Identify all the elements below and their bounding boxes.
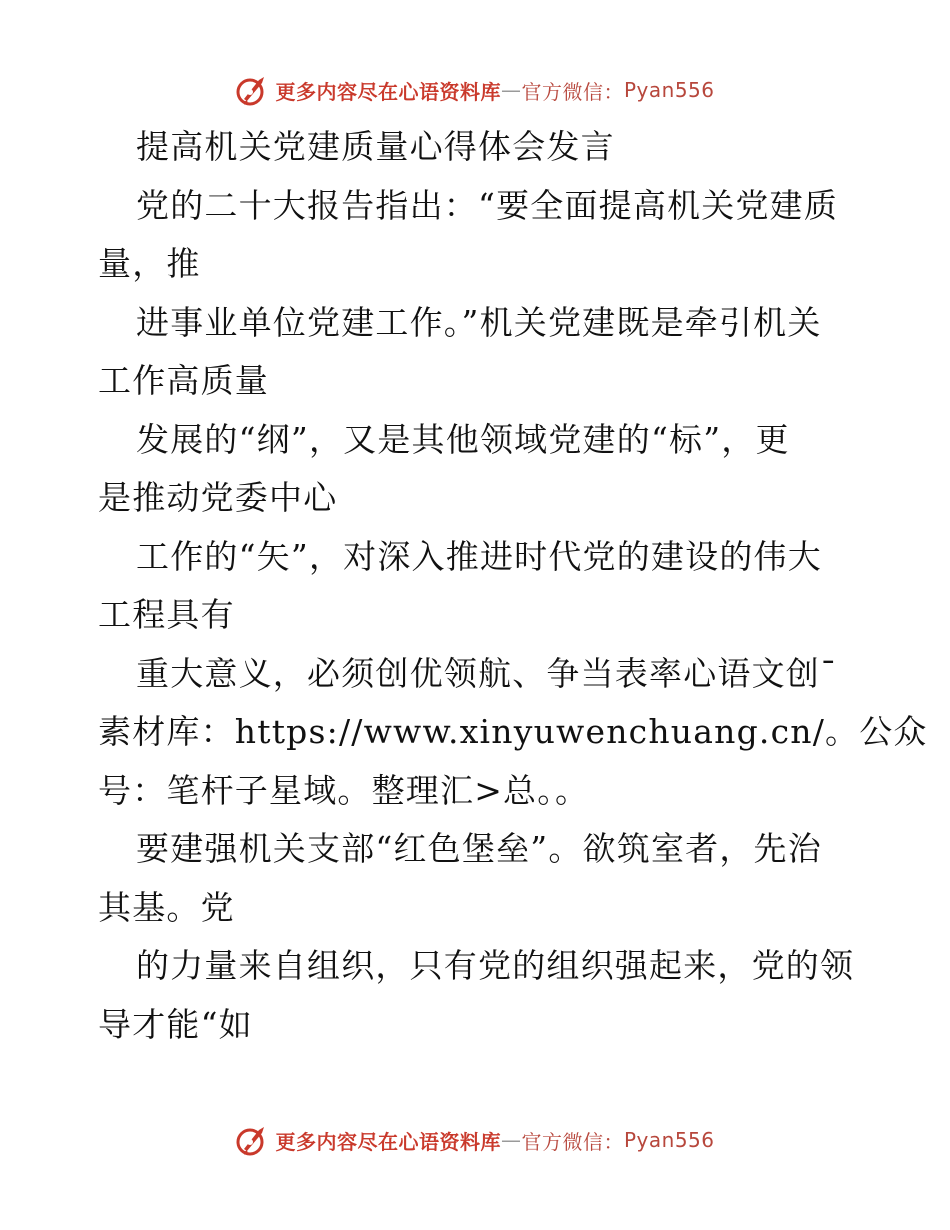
paragraph-line: 其基。党	[98, 887, 235, 927]
paragraph-line: 重大意义，必须创优领航、争当表率心语文创¯	[136, 653, 838, 693]
paragraph-line: 发展的“纲”，又是其他领域党建的“标”，更	[136, 419, 790, 459]
paragraph-line: 导才能“如	[98, 1004, 253, 1044]
contact-id: Pyan556	[623, 78, 715, 102]
paragraph-line: 工作的“矢”，对深入推进时代党的建设的伟大	[136, 536, 822, 576]
paragraph-line: 进事业单位党建工作。”机关党建既是牵引机关	[136, 302, 822, 342]
paragraph-line: 号：笔杆子星域。整理汇>总。。	[98, 770, 590, 810]
header-banner	[0, 70, 950, 110]
paragraph-line: 是推动党委中心	[98, 478, 338, 517]
quill-pen-logo-icon	[235, 73, 269, 107]
paragraph-line: 工程具有	[98, 595, 235, 634]
paragraph-line-url: 素材库：https://www.xinyuwenchuang.cn/。公众	[98, 712, 928, 751]
banner-separator: —	[500, 1128, 522, 1152]
document-title: 提高机关党建质量心得体会发言	[136, 127, 615, 166]
brand-text: 更多内容尽在心语资料库	[275, 1129, 501, 1154]
paragraph-line: 要建强机关支部“红色堡垒”。欲筑室者，先治	[136, 829, 822, 868]
paragraph-line: 量，推	[98, 244, 201, 283]
footer-banner-text	[275, 1126, 714, 1155]
footer-banner	[0, 1120, 950, 1160]
quill-pen-logo-icon	[235, 1123, 269, 1157]
contact-label: 官方微信：	[521, 79, 624, 104]
footer-banner-content	[235, 1123, 714, 1157]
paragraph-line: 党的二十大报告指出：“要全面提高机关党建质	[136, 185, 839, 225]
banner-separator: —	[500, 78, 522, 102]
document-body	[98, 118, 928, 1054]
contact-id: Pyan556	[623, 1128, 715, 1152]
brand-text: 更多内容尽在心语资料库	[275, 79, 501, 104]
paragraph-line: 的力量来自组织，只有党的组织强起来，党的领	[136, 946, 855, 985]
contact-label: 官方微信：	[521, 1129, 624, 1154]
header-banner-text	[275, 76, 714, 105]
paragraph-line: 工作高质量	[98, 361, 269, 400]
header-banner-content	[235, 73, 714, 107]
